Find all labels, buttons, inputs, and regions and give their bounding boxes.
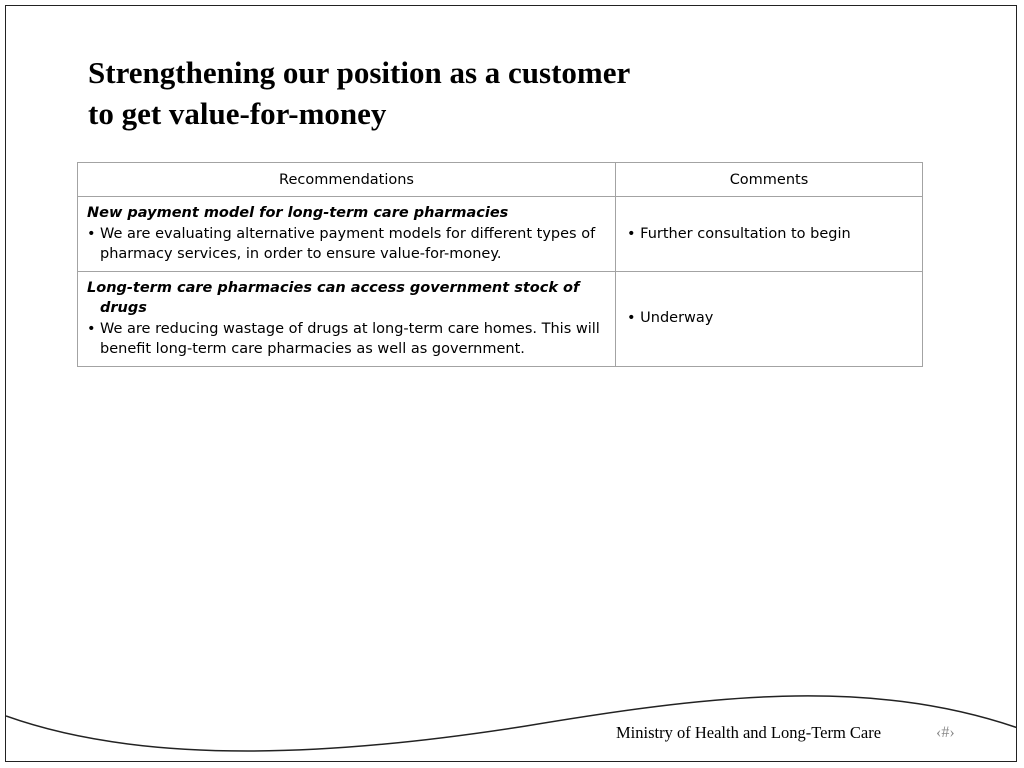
header-recommendations: Recommendations	[78, 163, 616, 197]
header-comments: Comments	[616, 163, 923, 197]
bullet-icon: •	[87, 320, 96, 337]
footer-ministry-name: Ministry of Health and Long-Term Care	[616, 723, 882, 742]
recommendation-cell	[78, 197, 616, 272]
recommendation-bullet	[87, 224, 607, 265]
recommendation-heading: New payment model for long-term care pharmacies	[87, 205, 509, 221]
slide-number: ‹#›	[936, 724, 955, 741]
slide	[5, 5, 1017, 762]
comment-text: Further consultation to begin	[640, 225, 851, 242]
comment-text: Underway	[640, 310, 714, 327]
bullet-icon: •	[87, 225, 96, 242]
recommendation-bullet-text: We are evaluating alternative payment models for different types of pharmacy services, in order to ensure value-for-money.	[100, 225, 596, 262]
table-header-row	[78, 163, 923, 197]
recommendation-heading: Long-term care pharmacies can access government stock of drugs	[87, 279, 580, 316]
recommendation-cell	[78, 271, 616, 366]
slide-title-line-2: to get value-for-money	[88, 96, 387, 131]
comment-cell	[616, 197, 923, 272]
footer-wave-decoration	[6, 676, 1017, 762]
slide-title-line-1: Strengthening our position as a customer	[88, 55, 631, 90]
recommendation-bullet-text: We are reducing wastage of drugs at long-term care homes. This will benefit long-term care pharmacies as well as government.	[100, 320, 600, 357]
comment-bullet-icon: •	[627, 225, 641, 242]
comment-cell	[616, 271, 923, 366]
table-row	[78, 271, 923, 366]
comment-bullet-icon: •	[627, 310, 641, 327]
table-row	[78, 197, 923, 272]
recommendations-table	[77, 162, 923, 367]
recommendation-bullet	[87, 319, 607, 360]
slide-title	[88, 52, 630, 134]
